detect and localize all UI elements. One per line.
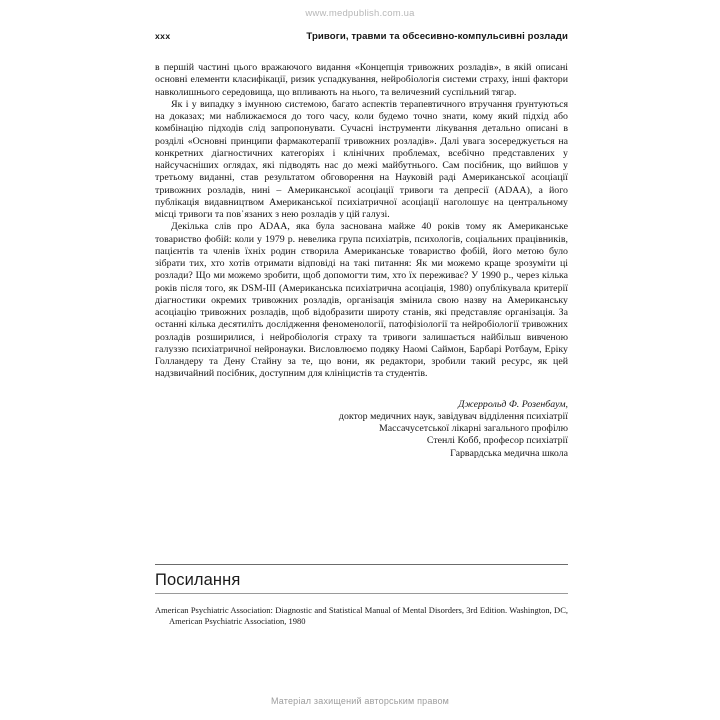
references-section (155, 564, 568, 627)
signature-line-3: Стенлі Кобб, професор психіатрії (426, 435, 568, 447)
body-paragraph-2: Як і у випадку з імунною системою, багато аспектів терапевтичного втручання ґрунтуються на доказах; ми наближаємося до того часу, коли будемо точно знати, кому який підхід або комбінацію підходів слід запропонувати. Сучасні інструменти лікування детально описані в розділі «Основні принципи фармакотерапії тривожних розладів». Далі увага зосереджується на конкретних діагностичних категоріях і клінічних проблемах, всебічно представлених у найсучасніших оглядах, які підводять нас до межі майбутнього. Сам посібник, що вийшов у третьому виданні, став результатом обговорення на Науковій раді Американської асоціації тривожних розладів, нині – Американської асоціації тривоги та депресії (ADAA), а його публікація видавництвом Американської психіатричної асоціації наголошує на центральному місці тривоги та пов᾽язаних з нею розладів у цій галузі. (155, 98, 568, 220)
references-rule-bottom (155, 593, 568, 594)
references-rule-top (155, 564, 568, 565)
signature-line-2: Массачусетської лікарні загального профілю (378, 423, 568, 435)
signature-line-1: доктор медичних наук, завідувач відділення психіатрії (338, 410, 568, 422)
body-paragraph-3: Декілька слів про ADAA, яка була заснована майже 40 років тому як Американське товариство фобій: коли у 1979 р. невелика група психіатрів, психологів, соціальних працівників, пацієнтів та членів їхніх родин створила Американське товариство фобій, його метою було зібрати тих, хто хотів отримати відповіді на такі питання: Як ми можемо краще зрозуміти ці розлади? Що ми можемо зробити, щоб допомогти тим, хто їх переживає? У 1990 р., через кілька років після того, як DSM-III (Американська психіатрична асоціація, 1980) опублікувала критерії діагностики окремих тривожних розладів, організація змінила свою назву на Американську асоціацію тривожних розладів, щоб відобразити широту станів, які представляє організація. За останні кілька десятиліть дослідження феноменології, патофізіології та нейробіології тривожних розладів розширилися, і нейробіологія страху та тривоги залишається найбільш вивченою галуззю психіатричної нейронауки. Висловлюємо подяку Наомі Саймон, Барбарі Ротбаум, Еріку Голландеру та Дену Стайну за те, що вони, як редактори, зробили такий ресурс, як цей надзвичайний посібник, доступним для клініцистів та студентів. (155, 221, 568, 380)
running-head (155, 31, 568, 42)
reference-entry: American Psychiatric Association: Diagnostic and Statistical Manual of Mental Disorders, 3rd Edition. Washington, DC, American Psychiatric Association, 1980 (155, 605, 568, 626)
signature-block (155, 399, 568, 460)
signature-line-4: Гарвардська медична школа (450, 447, 568, 459)
copyright-watermark: Матеріал захищений авторським правом (270, 696, 450, 706)
site-url-watermark: www.medpublish.com.ua (305, 8, 415, 19)
references-heading: Посилання (155, 571, 241, 589)
page-folio: xxx (155, 31, 171, 41)
body-text-column (155, 62, 568, 460)
signature-author-name: Джеррольд Ф. Розенбаум, (458, 398, 568, 410)
body-paragraph-1: в першій частині цього вражаючого видання «Концепція тривожних розладів», в якій описані основні елементи класифікації, ризик успадкування, нейробіологія системи страху, інші фактори навколишнього середовища, що впливають на нього, та величезний суспільний тягар. (155, 62, 568, 98)
running-head-title: Тривоги, травми та обсесивно-компульсивні розлади (306, 31, 568, 42)
